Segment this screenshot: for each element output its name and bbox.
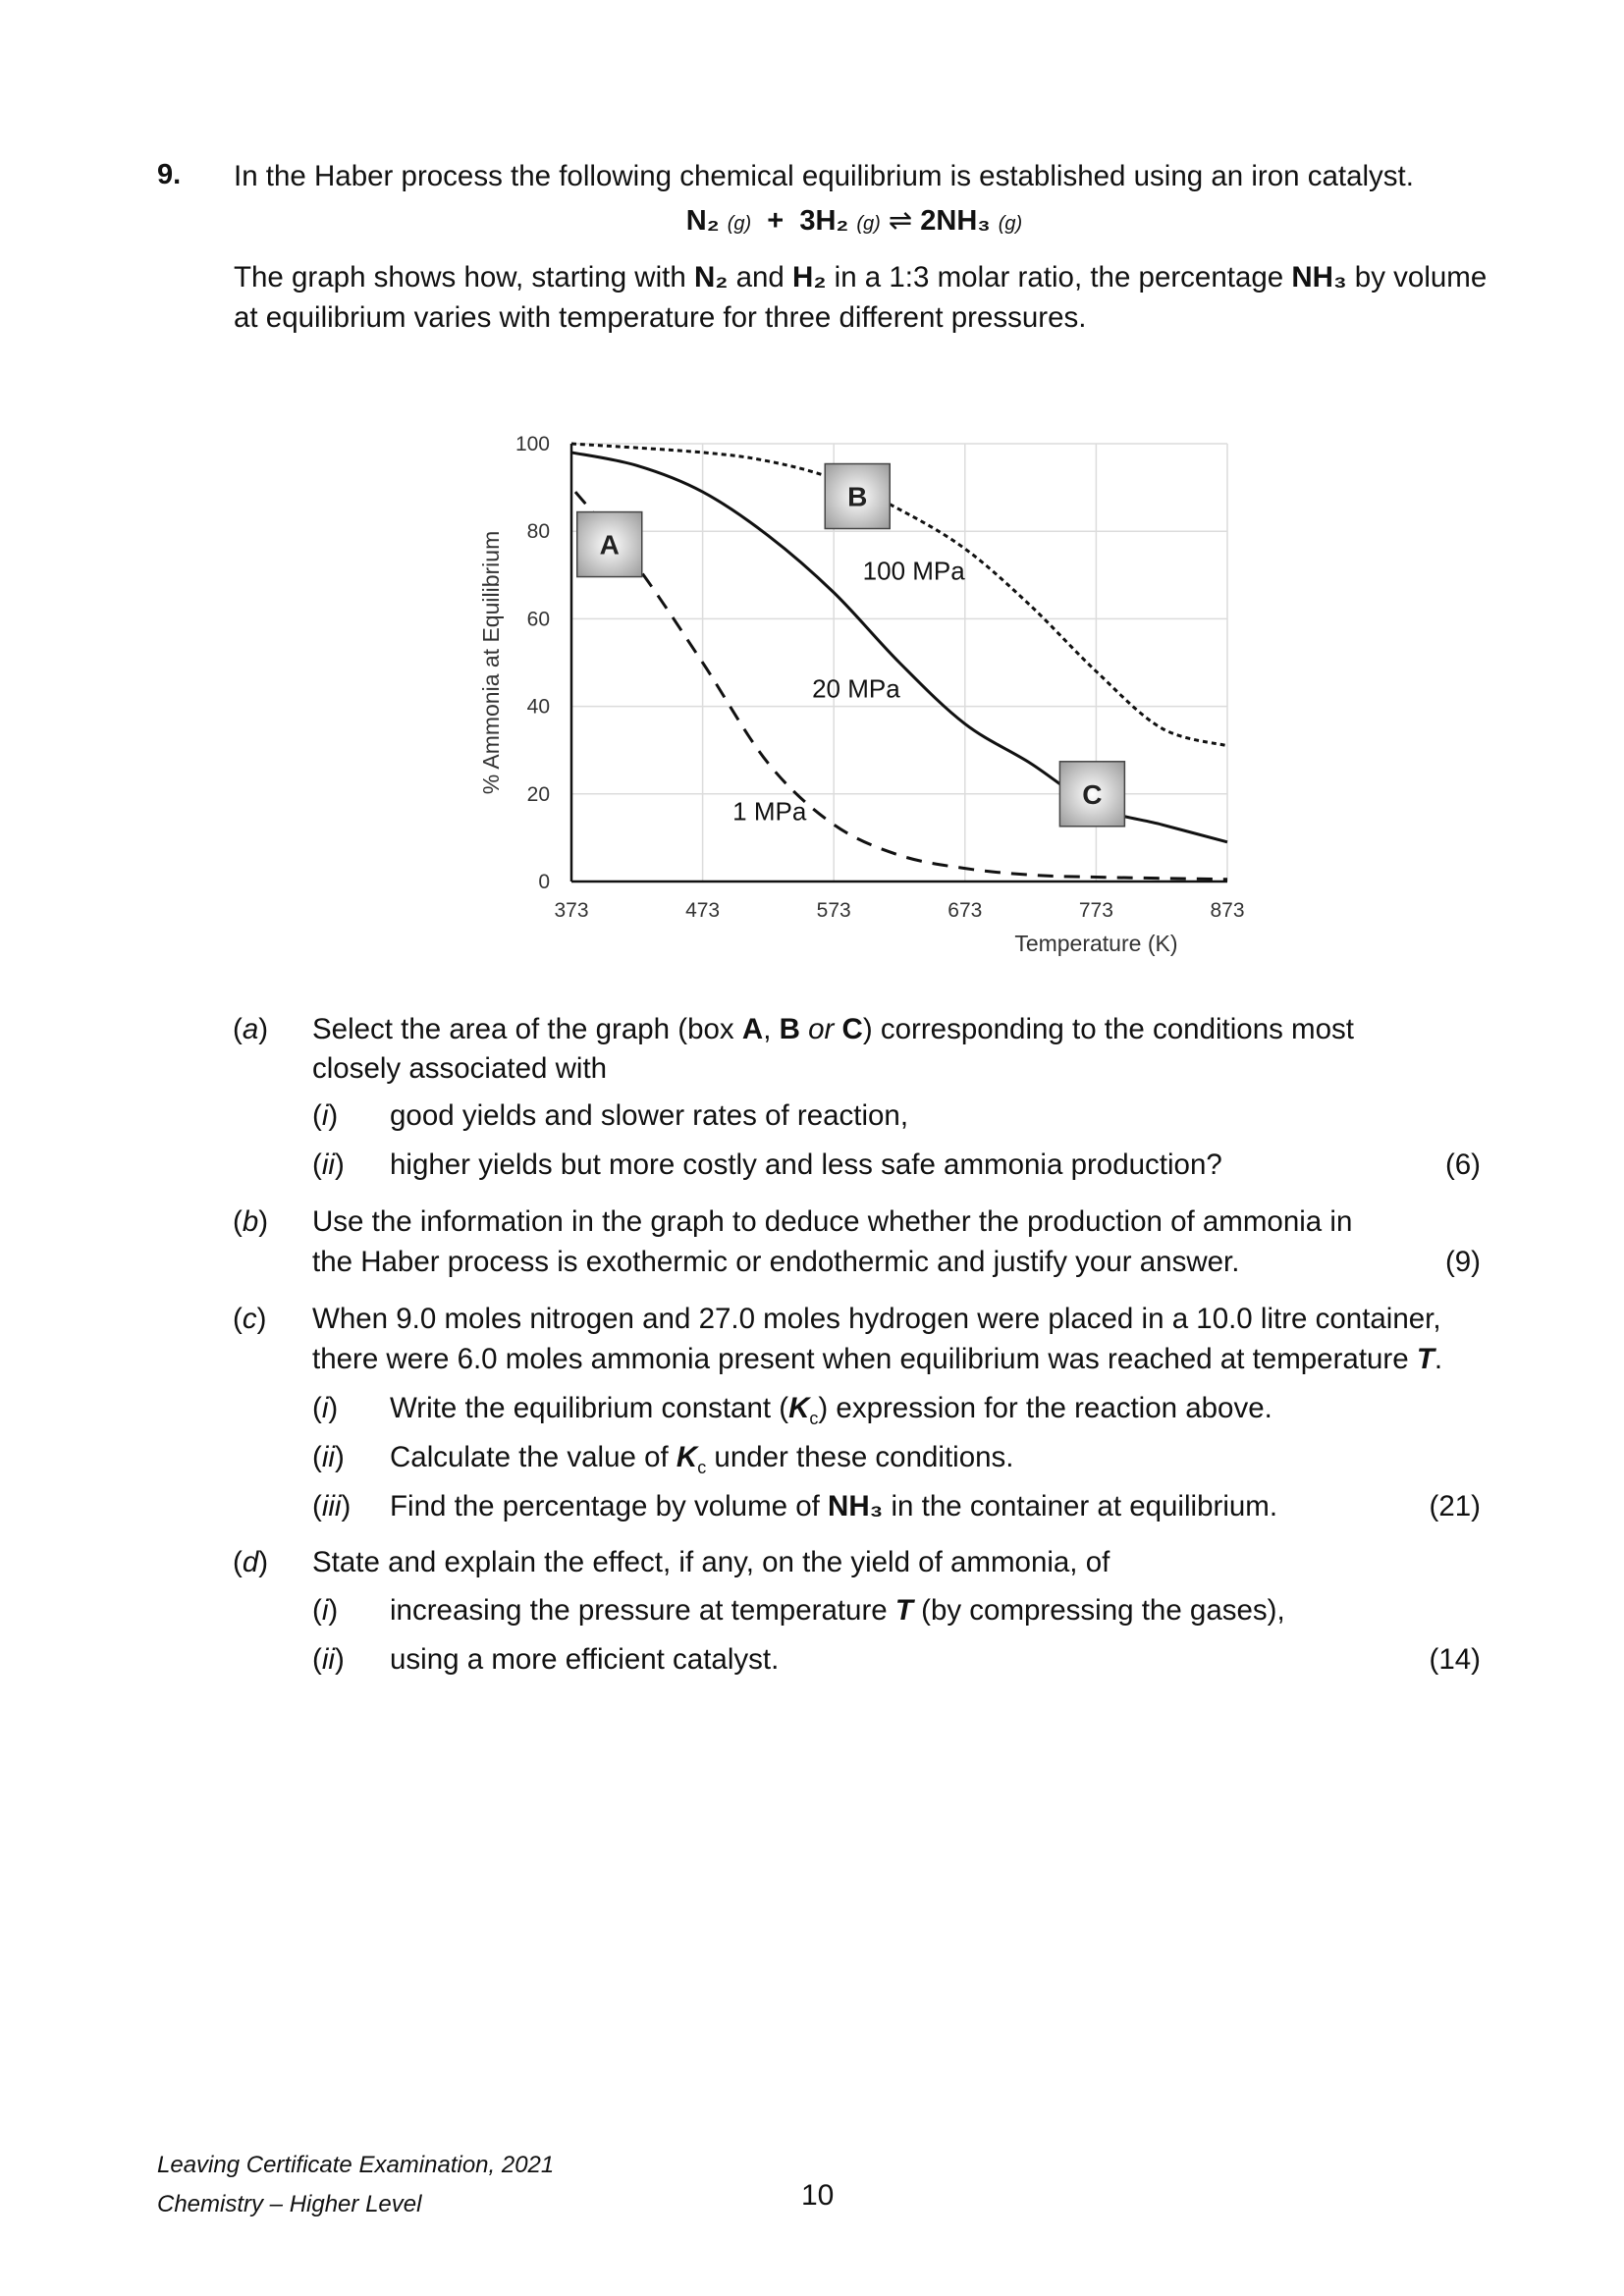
part-a-ii-text: higher yields but more costly and less safe ammonia production? (390, 1148, 1222, 1181)
c-ii-text: Calculate the value of (390, 1441, 677, 1473)
c-ii-text: under these conditions. (706, 1441, 1014, 1473)
desc-text: The graph shows how, starting with (234, 261, 694, 294)
part-a-label: (a) (233, 1013, 269, 1045)
c-i-K: K (788, 1392, 810, 1424)
c-text: there were 6.0 moles ammonia present when equilibrium was reached at temperature (312, 1343, 1417, 1375)
c-i-text: ) expression for the reaction above. (818, 1392, 1272, 1424)
part-a-text-1 (312, 1013, 1354, 1046)
part-d-marks: (14) (1429, 1643, 1481, 1676)
desc-h2: H₂ (792, 261, 827, 294)
part-c-ii-text (390, 1441, 1013, 1478)
part-c-label: (c) (233, 1303, 267, 1335)
series-label-100mpa: 100 MPa (862, 556, 965, 586)
eq-nh3: 2NH₃ (920, 205, 991, 237)
x-tick-label: 873 (1210, 899, 1245, 922)
footer-subject: Chemistry – Higher Level (157, 2191, 422, 2217)
part-d-text-1: State and explain the effect, if any, on the yield of ammonia, of (312, 1546, 1110, 1578)
c-temperature-T: T (1416, 1343, 1435, 1375)
part-a-i-label: (i) (312, 1099, 339, 1132)
part-c-text-1: When 9.0 moles nitrogen and 27.0 moles hydrogen were placed in a 10.0 litre container, (312, 1303, 1441, 1335)
part-b-text-1: Use the information in the graph to deduce whether the production of ammonia in (312, 1205, 1353, 1238)
equilibrium-chart (461, 412, 1286, 982)
box-a (577, 512, 642, 577)
part-c-text-2 (312, 1343, 1442, 1376)
c-ii-K: K (676, 1441, 698, 1473)
equilibrium-arrow-icon: ⇌ (888, 205, 913, 237)
eq-n2-state: (g) (727, 213, 752, 235)
d-ii-num: ii (321, 1643, 335, 1676)
part-d-i-text (390, 1594, 1285, 1628)
part-a-i-text: good yields and slower rates of reaction, (390, 1099, 909, 1132)
y-tick-label: 40 (526, 695, 550, 719)
x-tick-label: 473 (685, 899, 721, 922)
part-c-marks: (21) (1429, 1490, 1481, 1522)
c-i-num: i (321, 1392, 329, 1424)
box-c-label: C (1082, 778, 1103, 810)
eq-plus: + (767, 205, 785, 237)
desc-text: and (728, 261, 793, 294)
page-number: 10 (801, 2179, 835, 2212)
part-a-ii-label: (ii) (312, 1148, 345, 1181)
question-number: 9. (157, 159, 182, 190)
y-tick-label: 100 (514, 433, 550, 455)
desc-text: in a 1:3 molar ratio, the percentage (826, 261, 1292, 294)
chart-svg (461, 412, 1286, 982)
c-ii-num: ii (321, 1441, 335, 1473)
a-text-or: or (799, 1013, 842, 1045)
a-i-num: i (321, 1099, 329, 1132)
part-d-label: (d) (233, 1546, 269, 1578)
a-text: ) corresponding to the conditions most (862, 1013, 1354, 1045)
x-tick-label: 573 (816, 899, 851, 922)
part-c-iii-text (390, 1490, 1277, 1523)
eq-nh3-state: (g) (998, 213, 1023, 235)
eq-n2: N₂ (685, 205, 720, 237)
y-tick-label: 60 (526, 608, 550, 631)
part-c-i-text (390, 1392, 1272, 1429)
y-tick-label: 80 (526, 520, 550, 544)
x-axis-label: Temperature (K) (1014, 931, 1178, 956)
part-d-letter: d (242, 1546, 259, 1578)
desc-text: by volume (1346, 261, 1488, 294)
box-b (825, 464, 890, 529)
a-ii-num: ii (321, 1148, 335, 1181)
c-iii-text: Find the percentage by volume of (390, 1490, 829, 1522)
series-label-1mpa: 1 MPa (732, 796, 807, 827)
c-iii-nh3: NH₃ (828, 1490, 884, 1522)
c-i-sub-c: c (809, 1408, 819, 1428)
chemical-equation (0, 203, 1624, 238)
part-a-text-2: closely associated with (312, 1052, 608, 1085)
c-text: . (1434, 1343, 1443, 1375)
desc-nh3: NH₃ (1291, 261, 1347, 294)
a-box-C: C (841, 1013, 863, 1045)
d-i-text: (by compressing the gases), (912, 1594, 1285, 1627)
y-axis-label: % Ammonia at Equilibrium (478, 530, 504, 795)
box-b-label: B (847, 481, 868, 512)
d-i-num: i (321, 1594, 329, 1627)
part-a-marks: (6) (1444, 1148, 1481, 1181)
desc-n2: N₂ (693, 261, 729, 294)
eq-h2: 3H₂ (799, 205, 849, 237)
c-iii-text: in the container at equilibrium. (883, 1490, 1278, 1522)
graph-description-line1 (234, 258, 1487, 297)
part-c-iii-label: (iii) (312, 1490, 352, 1522)
a-box-B: B (779, 1013, 800, 1045)
x-tick-label: 373 (554, 899, 589, 922)
y-tick-label: 20 (526, 782, 550, 806)
part-d-ii-label: (ii) (312, 1643, 345, 1676)
graph-description-line2: at equilibrium varies with temperature for three different pressures. (234, 301, 1087, 334)
part-d-i-label: (i) (312, 1594, 339, 1627)
a-text: Select the area of the graph (box (312, 1013, 742, 1045)
part-b-marks: (9) (1444, 1246, 1481, 1278)
d-i-text: increasing the pressure at temperature (390, 1594, 895, 1627)
part-d-ii-text: using a more efficient catalyst. (390, 1643, 780, 1676)
c-iii-num: iii (321, 1490, 342, 1522)
part-b-text-2: the Haber process is exothermic or endothermic and justify your answer. (312, 1246, 1240, 1278)
a-text: , (763, 1013, 780, 1045)
box-a-label: A (599, 529, 620, 561)
footer-exam-title: Leaving Certificate Examination, 2021 (157, 2152, 555, 2178)
question-intro: In the Haber process the following chemical equilibrium is established using an iron catalyst. (234, 160, 1414, 192)
y-tick-label: 0 (538, 871, 550, 893)
box-c (1059, 762, 1124, 827)
part-b-label: (b) (233, 1205, 269, 1238)
x-tick-label: 773 (1078, 899, 1113, 922)
part-c-letter: c (242, 1303, 257, 1335)
c-ii-sub-c: c (697, 1457, 707, 1477)
eq-h2-state: (g) (856, 213, 881, 235)
series-label-20mpa: 20 MPa (812, 673, 900, 704)
d-i-temperature-T: T (894, 1594, 913, 1627)
part-c-ii-label: (ii) (312, 1441, 345, 1473)
a-box-A: A (741, 1013, 764, 1045)
c-i-text: Write the equilibrium constant ( (390, 1392, 789, 1424)
series-line-1mpa (575, 492, 1227, 880)
chart-series (571, 444, 1227, 880)
part-b-letter: b (242, 1205, 259, 1238)
part-a-letter: a (242, 1013, 259, 1045)
x-tick-label: 673 (947, 899, 983, 922)
part-c-i-label: (i) (312, 1392, 339, 1424)
